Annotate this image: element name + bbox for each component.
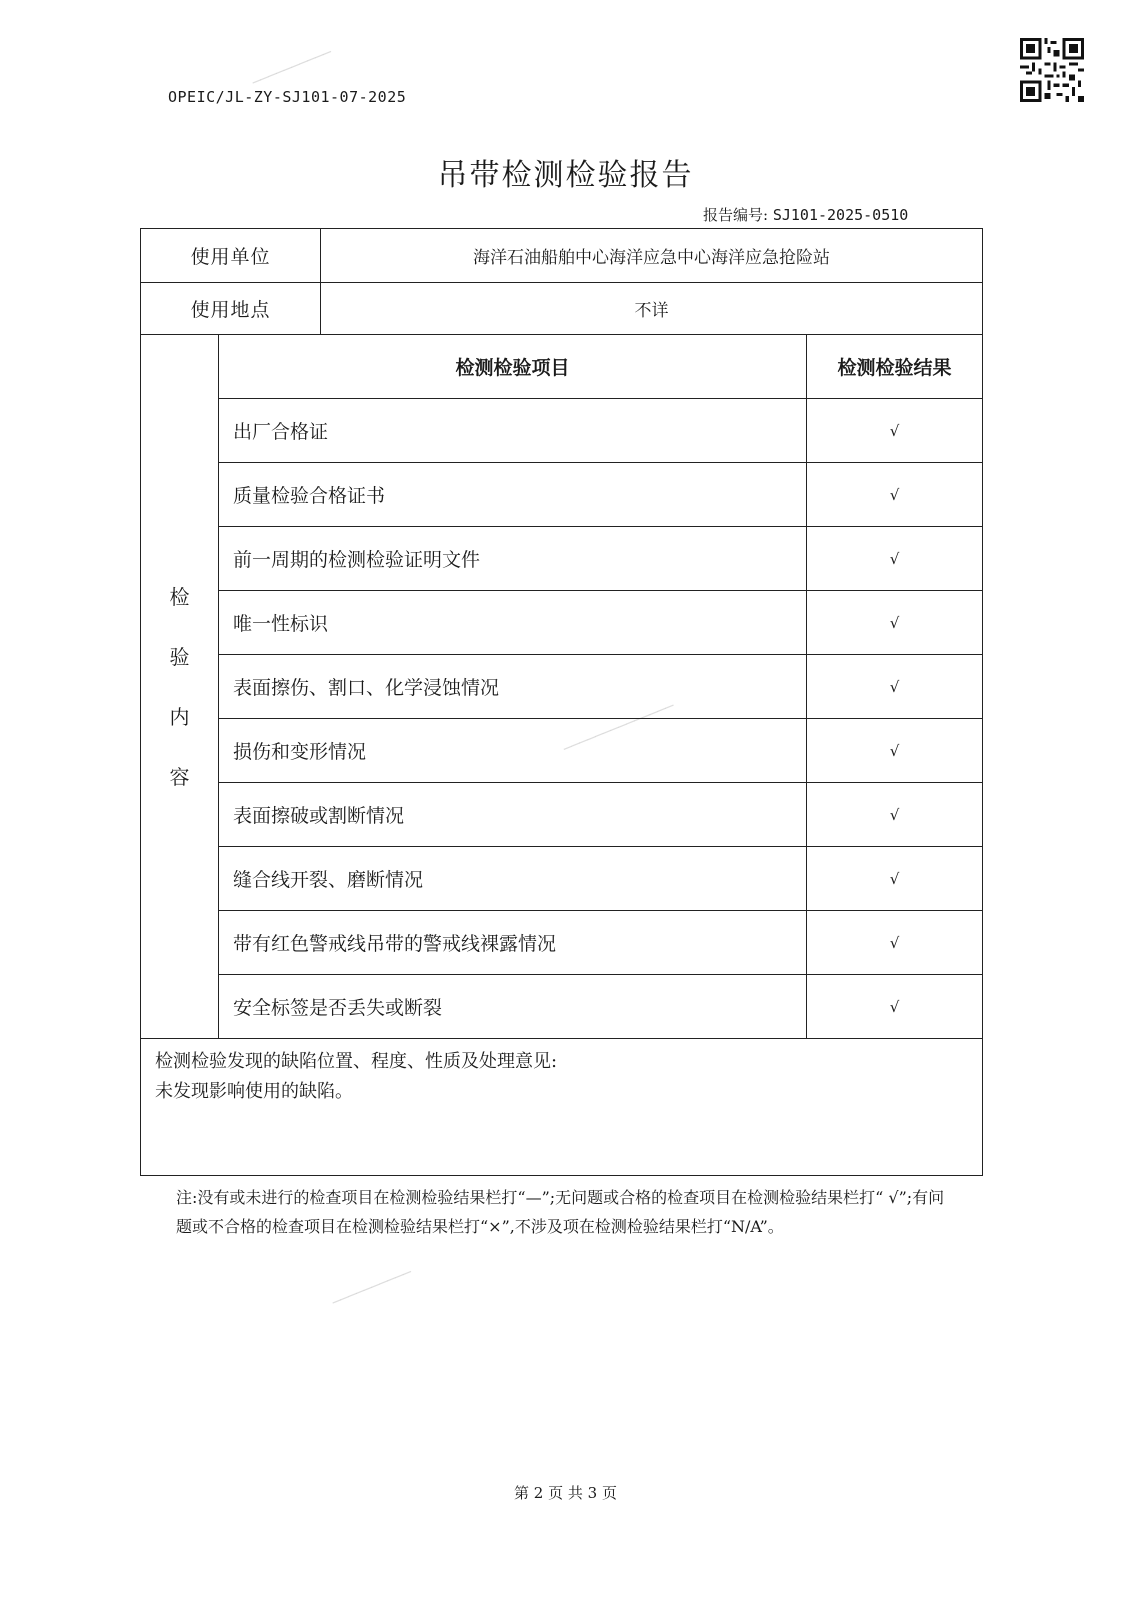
column-header-item: 检测检验项目 — [219, 335, 807, 399]
report-number — [703, 204, 908, 225]
unit-label: 使用单位 — [141, 229, 321, 283]
side-label-char: 内 — [169, 704, 190, 729]
table-row — [141, 399, 983, 463]
table-row — [141, 975, 983, 1039]
table-row — [141, 847, 983, 911]
inspection-item: 前一周期的检测检验证明文件 — [219, 527, 807, 591]
watermark: ────────── — [250, 44, 335, 92]
table-row — [141, 283, 983, 335]
inspection-result: √ — [807, 719, 983, 783]
table-header-row — [141, 335, 983, 399]
inspection-item: 表面擦伤、割口、化学浸蚀情况 — [219, 655, 807, 719]
unit-value: 海洋石油船舶中心海洋应急中心海洋应急抢险站 — [321, 229, 983, 283]
inspection-item: 唯一性标识 — [219, 591, 807, 655]
table-row — [141, 463, 983, 527]
side-label-char: 验 — [169, 644, 190, 669]
qr-code-icon — [1020, 38, 1084, 102]
inspection-item: 损伤和变形情况 — [219, 719, 807, 783]
document-code: OPEIC/JL-ZY-SJ101-07-2025 — [168, 88, 407, 106]
inspection-item: 表面擦破或割断情况 — [219, 783, 807, 847]
table-row — [141, 783, 983, 847]
inspection-result: √ — [807, 655, 983, 719]
report-number-label: 报告编号: — [703, 206, 769, 224]
page-title: 吊带检测检验报告 — [437, 158, 694, 193]
inspection-item: 带有红色警戒线吊带的警戒线裸露情况 — [219, 911, 807, 975]
defects-label: 检测检验发现的缺陷位置、程度、性质及处理意见: — [155, 1051, 558, 1072]
table-row — [141, 911, 983, 975]
location-value: 不详 — [321, 283, 983, 335]
inspection-result: √ — [807, 527, 983, 591]
inspection-item: 质量检验合格证书 — [219, 463, 807, 527]
page-number: 第 2 页 共 3 页 — [514, 1484, 617, 1502]
inspection-result: √ — [807, 975, 983, 1039]
table-row — [141, 1039, 983, 1176]
inspection-item: 安全标签是否丢失或断裂 — [219, 975, 807, 1039]
location-label: 使用地点 — [141, 283, 321, 335]
report-number-value: SJ101-2025-0510 — [772, 206, 909, 224]
defects-cell — [141, 1039, 983, 1176]
table-row — [141, 229, 983, 283]
inspection-result: √ — [807, 591, 983, 655]
inspection-content-label — [141, 335, 219, 1039]
inspection-table — [140, 228, 983, 1176]
inspection-item: 缝合线开裂、磨断情况 — [219, 847, 807, 911]
column-header-result: 检测检验结果 — [807, 335, 983, 399]
inspection-item: 出厂合格证 — [219, 399, 807, 463]
footnote: 注:没有或未进行的检查项目在检测检验结果栏打“—”;无问题或合格的检查项目在检测检验结果栏打“ √”;有问题或不合格的检查项目在检测检验结果栏打“×”,不涉及项在检测检验结果栏打“N/A”。 — [176, 1188, 945, 1236]
side-label-char: 容 — [169, 764, 190, 789]
watermark: ────────────── — [561, 698, 677, 758]
watermark: ────────── — [330, 1264, 415, 1312]
inspection-result: √ — [807, 399, 983, 463]
table-row — [141, 719, 983, 783]
table-row — [141, 655, 983, 719]
table-row — [141, 527, 983, 591]
inspection-result: √ — [807, 463, 983, 527]
side-label-char: 检 — [169, 584, 190, 609]
defects-value: 未发现影响使用的缺陷。 — [155, 1081, 353, 1102]
inspection-result: √ — [807, 911, 983, 975]
table-row — [141, 591, 983, 655]
inspection-result: √ — [807, 783, 983, 847]
inspection-result: √ — [807, 847, 983, 911]
